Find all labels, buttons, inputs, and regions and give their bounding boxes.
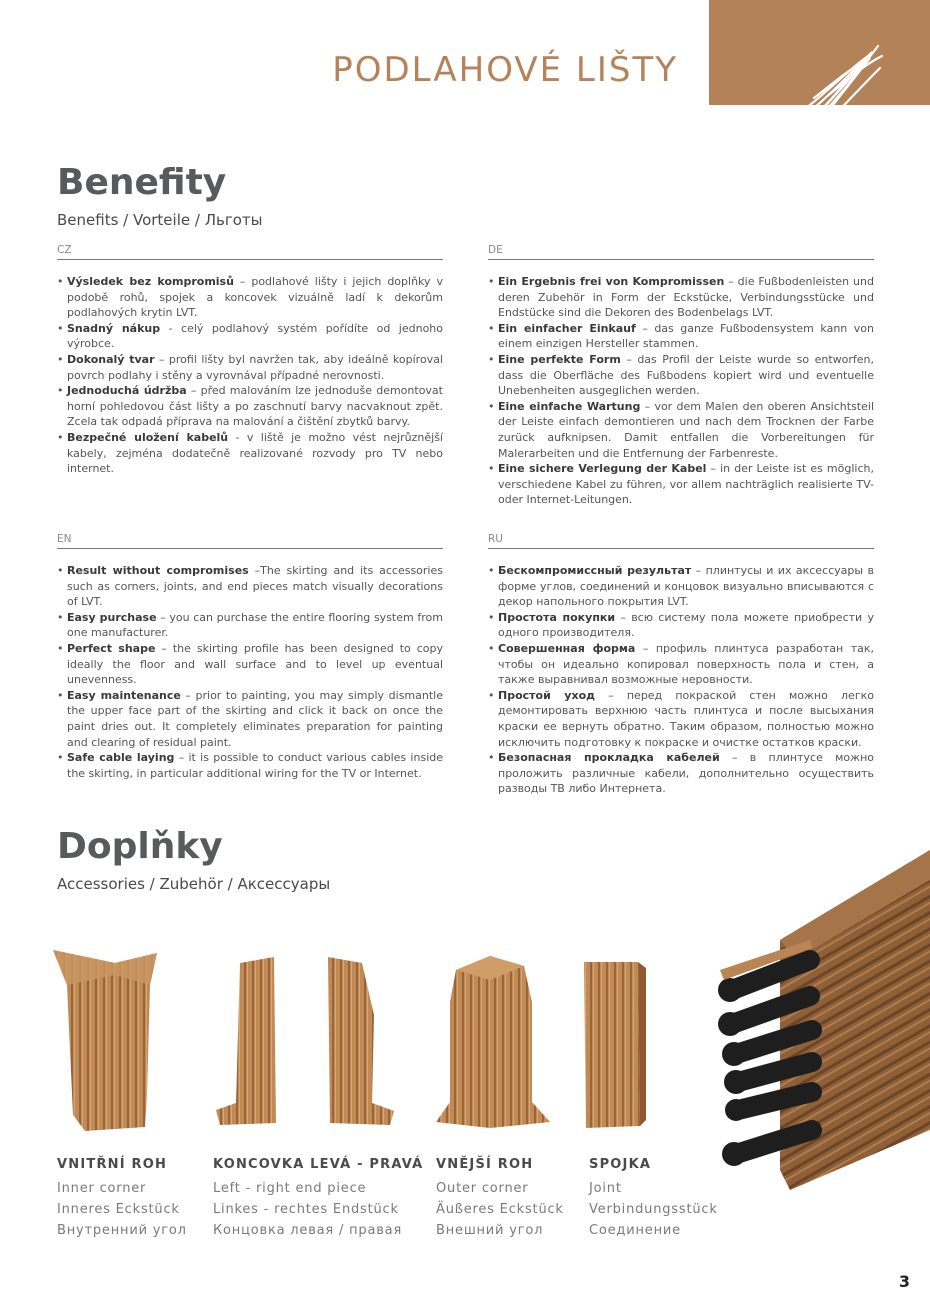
list-item: • Výsledek bez kompromisů – podlahové lišty i jejich doplňky v podobě rohů, spojek a koncovek vizuálně ladí k dekorům podlahových krytin LVT. <box>57 274 443 321</box>
list-item: • Dokonalý tvar – profil lišty byl navržen tak, aby ideálně kopíroval povrch podlahy i stěny a vyrovnával případné nerovnosti. <box>57 352 443 383</box>
benefits-title: Benefity <box>57 162 227 203</box>
scribble-logo-icon <box>790 38 890 134</box>
list-item: • Jednoduchá údržba – před malováním lze jednoduše demontovat horní pohledovou část lišty a po zaschnutí barvy nacvaknout zpět. Zcela tak odpadá příprava na malování a čištění zbytků barvy. <box>57 383 443 430</box>
accessory-name-en: Left - right end piece <box>213 1181 367 1196</box>
list-item: • Easy purchase – you can purchase the entire flooring system from one manufacturer. <box>57 610 443 641</box>
list-item: • Бескомпромиссный результат – плинтусы и их аксессуары в форме углов, соединений и концовок визуально вписываются с декор напольного покрытия LVT. <box>488 563 874 610</box>
list-item: • Eine perfekte Form – das Profil der Leiste wurde so entworfen, dass die Oberfläche des Fußbodens kopiert wird und eventuelle Unebenheiten ausgeglichen werden. <box>488 352 874 399</box>
benefits-subtitle: Benefits / Vorteile / Льготы <box>57 211 263 229</box>
list-item: • Eine einfache Wartung – vor dem Malen den oberen Ansichtsteil der Leiste einfach demontieren und nach dem Trocknen der Farbe zurück aufknipsen. Damit entfallen die Vorbereitungen für Malerarbeiten und die Entfernung der Farbenreste. <box>488 399 874 461</box>
benefits-ru-list <box>488 563 874 797</box>
lang-label-cz: CZ <box>57 244 443 260</box>
accessory-label-inner-corner: VNITŘNÍ ROH <box>57 1157 168 1172</box>
accessory-name-de: Verbindungsstück <box>589 1202 718 1217</box>
benefits-cz-column <box>57 244 443 477</box>
list-item: • Snadný nákup - celý podlahový systém pořídíte od jednoho výrobce. <box>57 321 443 352</box>
list-item: • Совершенная форма – профиль плинтуса разработан так, чтобы он идеально копировал поверхность пола и стен, а также выравнивал возможные неровности. <box>488 641 874 688</box>
list-item: • Ein Ergebnis frei von Kompromissen – die Fußbodenleisten und deren Zubehör in Form der Eckstücke, Verbindungsstücke und Endstücke sind die Dekoren des Bodenbelags LVT. <box>488 274 874 321</box>
page-number: 3 <box>898 1272 910 1291</box>
benefits-ru-column <box>488 533 874 797</box>
accessory-name-ru: Соединение <box>589 1223 681 1238</box>
skirting-profile-image <box>700 830 930 1220</box>
accessory-name-de: Linkes - rechtes Endstück <box>213 1202 399 1217</box>
benefits-en-column <box>57 533 443 781</box>
accessory-name-ru: Внутренний угол <box>57 1223 187 1238</box>
lang-label-ru: RU <box>488 533 874 549</box>
accessories-subtitle: Accessories / Zubehör / Аксессуары <box>57 875 331 893</box>
benefits-de-list <box>488 274 874 508</box>
list-item: • Простой уход – перед покраской стен можно легко демонтировать верхнюю часть плинтуса и после высыхания краски ее вернуть обратно. Таким образом, полностью можно исключить подготовку к покраске и очистке остатков краски. <box>488 688 874 750</box>
accessory-name-de: Äußeres Eckstück <box>436 1202 564 1217</box>
accessory-label-joint: SPOJKA <box>589 1157 652 1172</box>
benefits-en-list <box>57 563 443 781</box>
outer-corner-image <box>428 952 558 1132</box>
list-item: • Safe cable laying – it is possible to conduct various cables inside the skirting, in particular additional wiring for the TV or Internet. <box>57 750 443 781</box>
benefits-cz-list <box>57 274 443 477</box>
list-item: • Easy maintenance – prior to painting, you may simply dismantle the upper face part of the skirting and click it back on once the paint dries out. It completely eliminates preparation for painting and clearing of residual paint. <box>57 688 443 750</box>
lang-label-en: EN <box>57 533 443 549</box>
list-item: • Безопасная прокладка кабелей – в плинтусе можно проложить различные кабели, дополнительно осуществить разводы ТВ либо Интернета. <box>488 750 874 797</box>
accessory-label-end-piece: KONCOVKA LEVÁ - PRAVÁ <box>213 1157 424 1172</box>
list-item: • Bezpečné uložení kabelů - v liště je možno vést nejrůznější kabely, zejména dodatečně realizované rozvody pro TV nebo internet. <box>57 430 443 477</box>
left-end-piece-image <box>210 955 280 1130</box>
list-item: • Perfect shape – the skirting profile has been designed to copy ideally the floor and wall surface and to level up eventual unevenness. <box>57 641 443 688</box>
list-item: • Eine sichere Verlegung der Kabel – in der Leiste ist es möglich, verschiedene Kabel zu führen, vor allem nachträglich realisierte TV- oder Internet-Leitungen. <box>488 461 874 508</box>
accessory-name-ru: Внешний угол <box>436 1223 544 1238</box>
list-item: • Result without compromises –The skirting and its accessories such as corners, joints, and end pieces match visually decorations of LVT. <box>57 563 443 610</box>
accessories-title: Doplňky <box>57 826 223 867</box>
accessory-name-en: Inner corner <box>57 1181 147 1196</box>
benefits-de-column <box>488 244 874 508</box>
inner-corner-image <box>45 945 165 1135</box>
joint-image <box>580 958 650 1133</box>
right-end-piece-image <box>322 955 402 1130</box>
accessory-label-outer-corner: VNĚJŠÍ ROH <box>436 1157 534 1172</box>
accessory-name-de: Inneres Eckstück <box>57 1202 180 1217</box>
page-header-title: PODLAHOVÉ LIŠTY <box>332 50 678 90</box>
list-item: • Ein einfacher Einkauf – das ganze Fußbodensystem kann von einem einzigen Hersteller stammen. <box>488 321 874 352</box>
lang-label-de: DE <box>488 244 874 260</box>
accessory-name-ru: Концовка левая / правая <box>213 1223 403 1238</box>
accessory-name-en: Outer corner <box>436 1181 529 1196</box>
list-item: • Простота покупки – всю систему пола можете приобрести у одного производителя. <box>488 610 874 641</box>
accessory-name-en: Joint <box>589 1181 622 1196</box>
